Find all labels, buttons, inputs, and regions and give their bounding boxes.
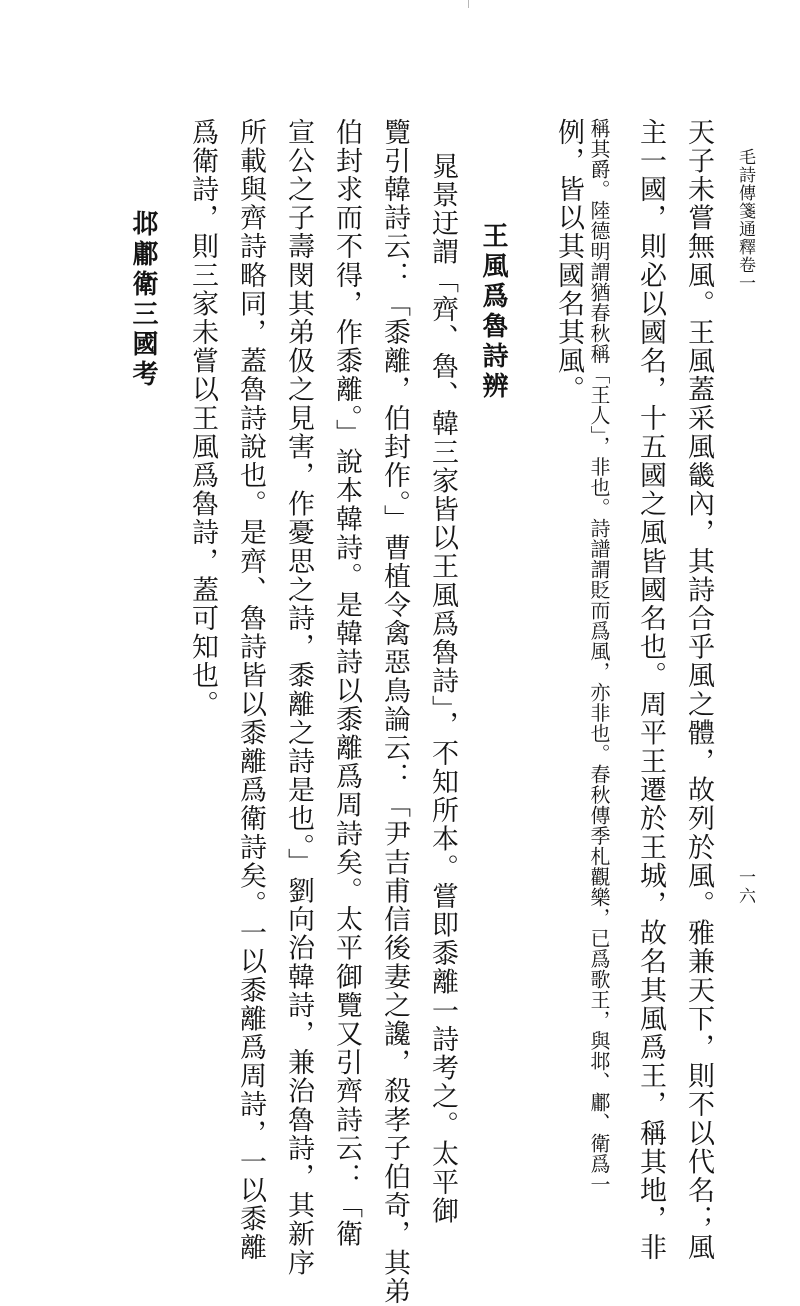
section-heading-wangfeng: 王風爲魯詩辨 [478,222,508,402]
text-column-9: 所載與齊詩略同，蓋魯詩說也。是齊、魯詩皆以黍離爲衛詩矣。一以黍離爲周詩，一以黍離 [235,118,266,1262]
text-column-7: 伯封求而不得，作黍離。」說本韓詩。是韓詩以黍離爲周詩矣。太平御覽又引齊詩云：「衛 [331,118,362,1249]
text-column-10: 爲衛詩，則三家未嘗以王風爲魯詩，蓋可知也。 [187,118,218,719]
text-column-6: 覽引韓詩云：「黍離，伯封作。」曹植令禽惡鳥論云：「尹吉甫信後妻之讒，殺孝子伯奇，其弟 [379,118,410,1306]
text-column-3: 稱其爵。陸德明謂猶春秋稱「王人」，非也。詩譜謂貶而爲風，亦非也。春秋傳季札觀樂，已爲歌王，與邶、鄘、衛爲一 [587,118,611,1195]
page-number: 一六 [735,868,755,906]
section-heading-three-states: 邶鄘衛三國考 [128,210,158,390]
page-crease-mark [468,0,469,8]
text-column-1: 天子未嘗無風。王風蓋采風畿內，其詩合乎風之體，故列於風。雅兼天下，則不以代名；風 [683,118,714,1262]
running-head: 毛詩傳箋通釋卷一 [735,148,755,292]
text-column-8: 宣公之子壽閔其弟伋之見害，作憂思之詩，黍離之詩是也。」劉向治韓詩，兼治魯詩，其新序 [283,118,314,1278]
text-column-5: 晁景迂謂「齊、魯、韓三家皆以王風爲魯詩」，不知所本。嘗即黍離一詩考之。太平御 [427,152,458,1226]
text-column-4: 例，皆以其國名其風。 [553,118,584,404]
text-column-2: 主一國，則必以國名，十五國之風皆國名也。周平王遷於王城，故名其風爲王，稱其地，非 [635,118,666,1262]
